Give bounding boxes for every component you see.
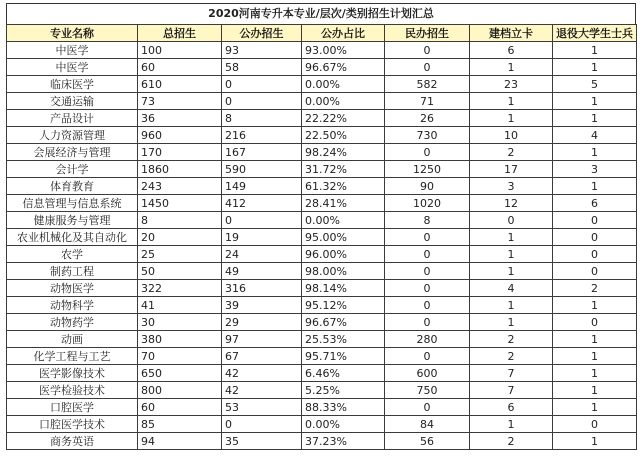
table-cell[interactable]: 8	[385, 212, 470, 229]
table-cell[interactable]: 25	[138, 246, 222, 263]
table-cell[interactable]: 0.00%	[302, 93, 385, 110]
table-row	[7, 212, 637, 229]
table-cell[interactable]: 56	[385, 433, 470, 450]
table-cell[interactable]: 医学影像技术	[7, 365, 138, 382]
table-cell[interactable]: 1	[470, 314, 553, 331]
table-row	[7, 246, 637, 263]
table-cell[interactable]: 412	[222, 195, 302, 212]
table-cell[interactable]: 730	[385, 127, 470, 144]
table-cell[interactable]: 23	[470, 76, 553, 93]
table-row	[7, 263, 637, 280]
header-registered-poor[interactable]: 建档立卡	[470, 25, 553, 42]
table-cell[interactable]: 1	[553, 382, 637, 399]
table-cell[interactable]: 380	[138, 331, 222, 348]
header-major-name[interactable]: 专业名称	[7, 25, 138, 42]
table-cell[interactable]: 农学	[7, 246, 138, 263]
table-cell[interactable]: 1	[553, 144, 637, 161]
table-cell[interactable]: 19	[222, 229, 302, 246]
table-cell[interactable]: 22.50%	[302, 127, 385, 144]
table-cell[interactable]: 动物医学	[7, 280, 138, 297]
table-cell[interactable]: 42	[222, 365, 302, 382]
table-cell[interactable]: 2	[470, 144, 553, 161]
table-cell[interactable]: 590	[222, 161, 302, 178]
table-row	[7, 331, 637, 348]
table-cell[interactable]: 3	[553, 161, 637, 178]
table-cell[interactable]: 10	[470, 127, 553, 144]
header-total-enrollment[interactable]: 总招生	[138, 25, 222, 42]
table-cell[interactable]: 0	[385, 42, 470, 59]
table-row	[7, 382, 637, 399]
table-cell[interactable]: 96.67%	[302, 314, 385, 331]
table-cell[interactable]: 90	[385, 178, 470, 195]
header-row	[7, 25, 637, 42]
table-row	[7, 314, 637, 331]
table-row	[7, 178, 637, 195]
header-veteran-students[interactable]: 退役大学生士兵	[553, 25, 637, 42]
table-cell[interactable]: 8	[222, 110, 302, 127]
table-cell[interactable]: 60	[138, 59, 222, 76]
header-public-ratio[interactable]: 公办占比	[302, 25, 385, 42]
table-cell[interactable]: 800	[138, 382, 222, 399]
table-cell[interactable]: 39	[222, 297, 302, 314]
table-cell[interactable]: 26	[385, 110, 470, 127]
table-cell[interactable]: 95.71%	[302, 348, 385, 365]
table-cell[interactable]: 中医学	[7, 42, 138, 59]
table-cell[interactable]: 20	[138, 229, 222, 246]
table-cell[interactable]: 100	[138, 42, 222, 59]
table-row	[7, 42, 637, 59]
table-cell[interactable]: 2	[470, 331, 553, 348]
table-cell[interactable]: 322	[138, 280, 222, 297]
table-cell[interactable]: 31.72%	[302, 161, 385, 178]
table-cell[interactable]: 0.00%	[302, 416, 385, 433]
table-cell[interactable]: 1	[553, 331, 637, 348]
table-row	[7, 365, 637, 382]
table-cell[interactable]: 88.33%	[302, 399, 385, 416]
table-cell[interactable]: 85	[138, 416, 222, 433]
table-cell[interactable]: 97	[222, 331, 302, 348]
table-cell[interactable]: 医学检验技术	[7, 382, 138, 399]
table-cell[interactable]: 1	[470, 229, 553, 246]
table-cell[interactable]: 93	[222, 42, 302, 59]
table-cell[interactable]: 95.00%	[302, 229, 385, 246]
table-cell[interactable]: 制药工程	[7, 263, 138, 280]
table-cell[interactable]: 人力资源管理	[7, 127, 138, 144]
table-cell[interactable]: 243	[138, 178, 222, 195]
table-cell[interactable]: 1	[553, 433, 637, 450]
table-cell[interactable]: 1450	[138, 195, 222, 212]
table-cell[interactable]: 582	[385, 76, 470, 93]
table-cell[interactable]: 0	[553, 314, 637, 331]
table-cell[interactable]: 口腔医学技术	[7, 416, 138, 433]
table-cell[interactable]: 1	[553, 399, 637, 416]
table-cell[interactable]: 29	[222, 314, 302, 331]
table-cell[interactable]: 1	[470, 59, 553, 76]
table-cell[interactable]: 30	[138, 314, 222, 331]
table-cell[interactable]: 0	[222, 212, 302, 229]
table-cell[interactable]: 960	[138, 127, 222, 144]
table-cell[interactable]: 信息管理与信息系统	[7, 195, 138, 212]
table-cell[interactable]: 41	[138, 297, 222, 314]
table-cell[interactable]: 94	[138, 433, 222, 450]
table-cell[interactable]: 1	[553, 110, 637, 127]
table-row	[7, 416, 637, 433]
table-cell[interactable]: 产品设计	[7, 110, 138, 127]
table-cell[interactable]: 0	[385, 59, 470, 76]
table-cell[interactable]: 0	[222, 76, 302, 93]
table-cell[interactable]: 体育教育	[7, 178, 138, 195]
table-cell[interactable]: 50	[138, 263, 222, 280]
table-cell[interactable]: 98.14%	[302, 280, 385, 297]
table-cell[interactable]: 0	[385, 280, 470, 297]
table-cell[interactable]: 1	[553, 42, 637, 59]
table-cell[interactable]: 1250	[385, 161, 470, 178]
table-title: 2020河南专升本专业/层次/类别招生计划汇总	[6, 3, 636, 24]
table-cell[interactable]: 2	[470, 348, 553, 365]
table-cell[interactable]: 1	[553, 93, 637, 110]
table-cell[interactable]: 600	[385, 365, 470, 382]
table-cell[interactable]: 316	[222, 280, 302, 297]
table-cell[interactable]: 36	[138, 110, 222, 127]
table-row	[7, 229, 637, 246]
table-cell[interactable]: 0	[385, 144, 470, 161]
table-row	[7, 110, 637, 127]
table-cell[interactable]: 60	[138, 399, 222, 416]
table-cell[interactable]: 0	[385, 297, 470, 314]
table-cell[interactable]: 3	[470, 178, 553, 195]
table-cell[interactable]: 12	[470, 195, 553, 212]
table-cell[interactable]: 5.25%	[302, 382, 385, 399]
table-cell[interactable]: 1	[470, 246, 553, 263]
table-cell[interactable]: 动物科学	[7, 297, 138, 314]
table-cell[interactable]: 1	[470, 93, 553, 110]
table-cell[interactable]: 健康服务与管理	[7, 212, 138, 229]
table-cell[interactable]: 8	[138, 212, 222, 229]
table-cell[interactable]: 动画	[7, 331, 138, 348]
table-cell[interactable]: 1	[553, 365, 637, 382]
table-cell[interactable]: 167	[222, 144, 302, 161]
table-cell[interactable]: 95.12%	[302, 297, 385, 314]
table-cell[interactable]: 4	[470, 280, 553, 297]
table-cell[interactable]: 7	[470, 382, 553, 399]
table-row	[7, 280, 637, 297]
table-cell[interactable]: 25.53%	[302, 331, 385, 348]
table-cell[interactable]: 1	[470, 110, 553, 127]
table-row	[7, 127, 637, 144]
table-cell[interactable]: 17	[470, 161, 553, 178]
table-cell[interactable]: 61.32%	[302, 178, 385, 195]
table-cell[interactable]: 37.23%	[302, 433, 385, 450]
table-cell[interactable]: 96.00%	[302, 246, 385, 263]
table-cell[interactable]: 1	[553, 178, 637, 195]
table-cell[interactable]: 0.00%	[302, 212, 385, 229]
table-cell[interactable]: 98.00%	[302, 263, 385, 280]
table-cell[interactable]: 1	[553, 59, 637, 76]
table-cell[interactable]: 610	[138, 76, 222, 93]
table-cell[interactable]: 67	[222, 348, 302, 365]
table-row	[7, 93, 637, 110]
table-row	[7, 399, 637, 416]
table-cell[interactable]: 22.22%	[302, 110, 385, 127]
table-cell[interactable]: 216	[222, 127, 302, 144]
table-cell[interactable]: 96.67%	[302, 59, 385, 76]
table-cell[interactable]: 口腔医学	[7, 399, 138, 416]
table-cell[interactable]: 1	[553, 348, 637, 365]
table-cell[interactable]: 会计学	[7, 161, 138, 178]
table-row	[7, 144, 637, 161]
table-cell[interactable]: 0	[222, 93, 302, 110]
table-cell[interactable]: 750	[385, 382, 470, 399]
table-row	[7, 297, 637, 314]
table-cell[interactable]: 0	[553, 263, 637, 280]
table-cell[interactable]: 6.46%	[302, 365, 385, 382]
table-cell[interactable]: 0	[385, 399, 470, 416]
table-cell[interactable]: 149	[222, 178, 302, 195]
table-cell[interactable]: 58	[222, 59, 302, 76]
table-cell[interactable]: 84	[385, 416, 470, 433]
table-cell[interactable]: 1	[470, 416, 553, 433]
table-cell[interactable]: 71	[385, 93, 470, 110]
table-cell[interactable]: 2	[553, 280, 637, 297]
table-cell[interactable]: 70	[138, 348, 222, 365]
table-cell[interactable]: 280	[385, 331, 470, 348]
table-cell[interactable]: 化学工程与工艺	[7, 348, 138, 365]
table-cell[interactable]: 1860	[138, 161, 222, 178]
table-cell[interactable]: 53	[222, 399, 302, 416]
table-body	[7, 42, 637, 450]
table-cell[interactable]: 0.00%	[302, 76, 385, 93]
spreadsheet	[6, 3, 636, 450]
table-cell[interactable]: 2	[470, 433, 553, 450]
header-public-enrollment[interactable]: 公办招生	[222, 25, 302, 42]
table-cell[interactable]: 7	[470, 365, 553, 382]
table-cell[interactable]: 5	[553, 76, 637, 93]
table-cell[interactable]: 49	[222, 263, 302, 280]
table-cell[interactable]: 动物药学	[7, 314, 138, 331]
table-cell[interactable]: 1020	[385, 195, 470, 212]
table-cell[interactable]: 0	[385, 263, 470, 280]
table-row	[7, 161, 637, 178]
table-cell[interactable]: 28.41%	[302, 195, 385, 212]
header-private-enrollment[interactable]: 民办招生	[385, 25, 470, 42]
table-cell[interactable]: 0	[385, 314, 470, 331]
table-cell[interactable]: 0	[470, 212, 553, 229]
table-cell[interactable]: 1	[553, 297, 637, 314]
table-cell[interactable]: 73	[138, 93, 222, 110]
table-cell[interactable]: 0	[385, 246, 470, 263]
table-cell[interactable]: 170	[138, 144, 222, 161]
table-cell[interactable]: 0	[553, 229, 637, 246]
table-cell[interactable]: 4	[553, 127, 637, 144]
table-row	[7, 433, 637, 450]
table-cell[interactable]: 98.24%	[302, 144, 385, 161]
table-cell[interactable]: 24	[222, 246, 302, 263]
table-cell[interactable]: 临床医学	[7, 76, 138, 93]
table-cell[interactable]: 0	[385, 229, 470, 246]
table-cell[interactable]: 1	[470, 297, 553, 314]
enrollment-table	[6, 24, 637, 450]
table-cell[interactable]: 交通运输	[7, 93, 138, 110]
table-cell[interactable]: 6	[470, 42, 553, 59]
table-cell[interactable]: 农业机械化及其自动化	[7, 229, 138, 246]
table-row	[7, 348, 637, 365]
table-cell[interactable]: 0	[553, 212, 637, 229]
table-cell[interactable]: 0	[553, 246, 637, 263]
table-row	[7, 76, 637, 93]
table-cell[interactable]: 会展经济与管理	[7, 144, 138, 161]
table-cell[interactable]: 商务英语	[7, 433, 138, 450]
table-row	[7, 59, 637, 76]
table-cell[interactable]: 42	[222, 382, 302, 399]
table-cell[interactable]: 6	[553, 195, 637, 212]
table-cell[interactable]: 93.00%	[302, 42, 385, 59]
table-row	[7, 195, 637, 212]
table-cell[interactable]: 0	[553, 416, 637, 433]
table-cell[interactable]: 650	[138, 365, 222, 382]
table-cell[interactable]: 6	[470, 399, 553, 416]
table-cell[interactable]: 中医学	[7, 59, 138, 76]
table-cell[interactable]: 1	[470, 263, 553, 280]
table-cell[interactable]: 35	[222, 433, 302, 450]
table-cell[interactable]: 0	[222, 416, 302, 433]
table-cell[interactable]: 0	[385, 348, 470, 365]
